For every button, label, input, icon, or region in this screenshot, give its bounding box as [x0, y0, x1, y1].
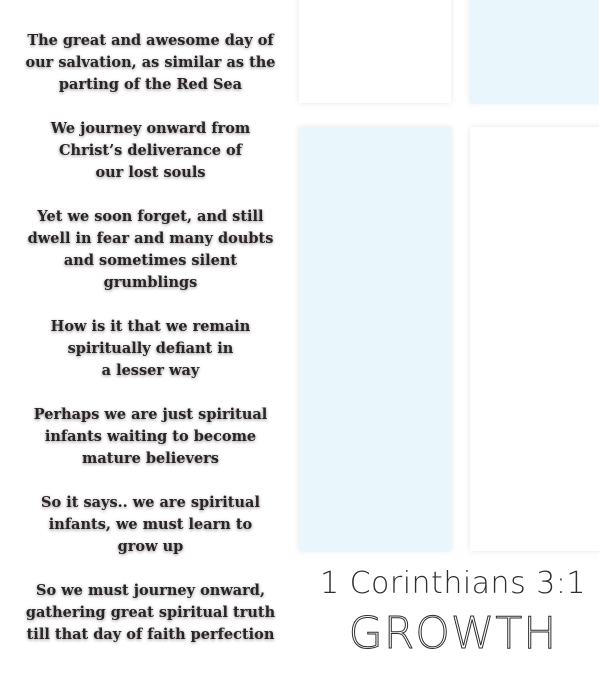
- line: grumblings: [103, 274, 198, 291]
- line: infants, we must learn to: [48, 516, 253, 533]
- theme-word: GROWTH: [348, 608, 558, 659]
- poem-text: [18, 30, 283, 668]
- stanza-2: [18, 118, 283, 184]
- scripture-reference: 1 Corinthians 3:1: [319, 566, 587, 601]
- line: grow up: [117, 538, 184, 555]
- line: We journey onward from: [50, 120, 251, 137]
- line: and sometimes silent: [63, 252, 238, 269]
- stanza-5: [18, 404, 283, 470]
- line: dwell in fear and many doubts: [27, 230, 274, 247]
- line: How is it that we remain: [50, 318, 251, 335]
- stanza-3: [18, 206, 283, 294]
- panel-middle-left: [299, 127, 451, 551]
- line: our salvation, as similar as the: [25, 54, 276, 71]
- panel-top-right: [470, 0, 599, 103]
- line: parting of the Red Sea: [58, 76, 243, 93]
- stanza-4: [18, 316, 283, 382]
- stanza-1: [18, 30, 283, 96]
- line: infants waiting to become: [44, 428, 257, 445]
- line: So we must journey onward,: [36, 582, 265, 599]
- stanza-6: [18, 492, 283, 558]
- line: our lost souls: [95, 164, 206, 181]
- line: mature believers: [82, 450, 219, 467]
- line: a lesser way: [101, 362, 200, 379]
- line: spiritually defiant in: [67, 340, 234, 357]
- stanza-7: [18, 580, 283, 646]
- line: So it says.. we are spiritual: [41, 494, 260, 511]
- line: The great and awesome day of: [27, 32, 274, 49]
- panel-middle-right: [470, 127, 599, 551]
- line: Christ’s deliverance of: [59, 142, 242, 159]
- line: Perhaps we are just spiritual: [33, 406, 268, 423]
- line: till that day of faith perfection: [26, 626, 275, 643]
- panel-top-left: [299, 0, 451, 103]
- line: Yet we soon forget, and still: [37, 208, 264, 225]
- line: gathering great spiritual truth: [25, 604, 276, 621]
